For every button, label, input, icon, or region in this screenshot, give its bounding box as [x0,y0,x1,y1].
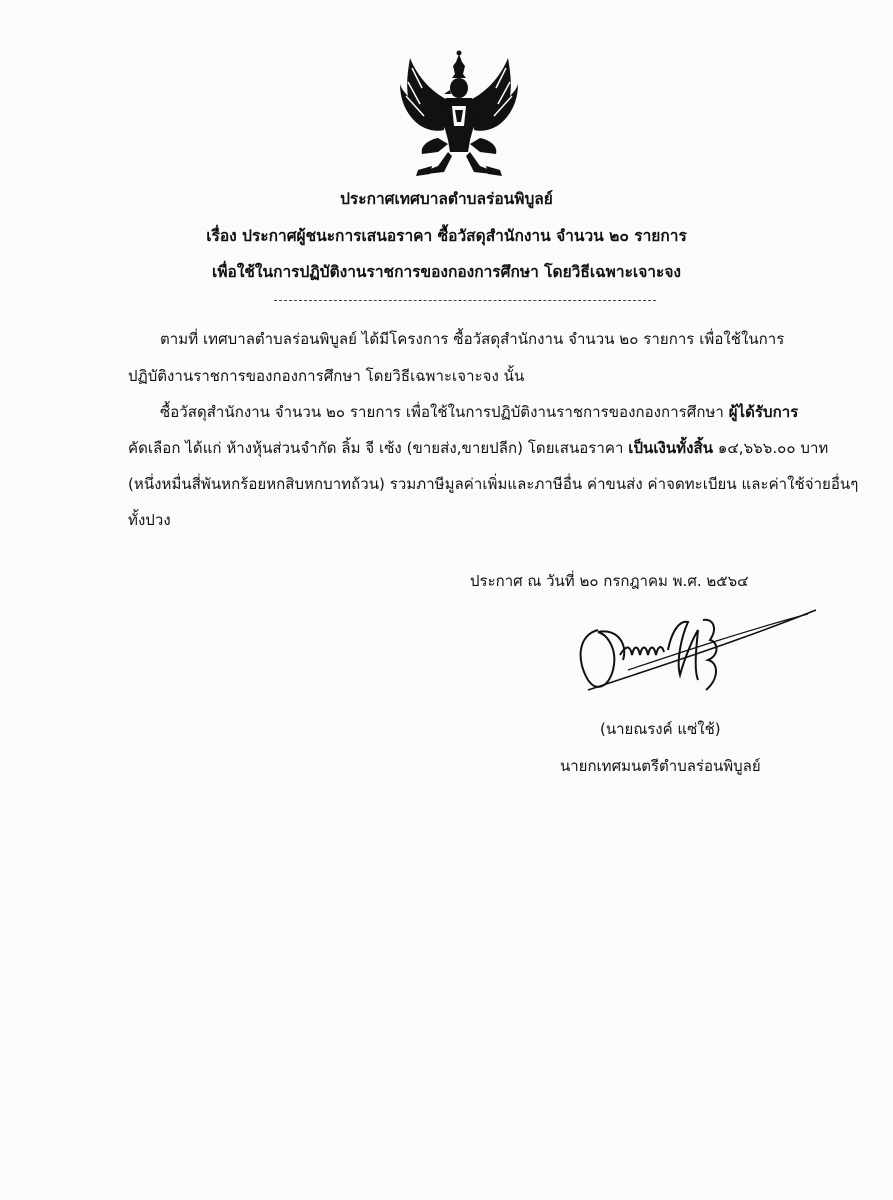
signer-title: นายกเทศมนตรีตำบลร่อนพิบูลย์ [560,757,761,775]
body-paragraph-2-line-2 [128,436,828,460]
body-paragraph-1-line-1: ตามที่ เทศบาลตำบลร่อนพิบูลย์ ได้มีโครงการ ซื้อวัสดุสำนักงาน จำนวน ๒๐ รายการ เพื่อใช้ในการ [160,330,785,348]
announcement-subject: เรื่อง ประกาศผู้ชนะการเสนอราคา ซื้อวัสดุสำนักงาน จำนวน ๒๐ รายการ [206,227,687,245]
announcement-subject-continued: เพื่อใช้ในการปฏิบัติงานราชการของกองการศึกษา โดยวิธีเฉพาะเจาะจง [212,263,681,281]
announcement-heading: ประกาศเทศบาลตำบลร่อนพิบูลย์ [340,190,553,208]
announcement-date: ประกาศ ณ วันที่ ๒๐ กรกฎาคม พ.ศ. ๒๕๖๔ [470,572,749,590]
body-text: ซื้อวัสดุสำนักงาน จำนวน ๒๐ รายการ เพื่อใช้ในการปฏิบัติงานราชการของกองการศึกษา [160,403,729,421]
body-paragraph-2-line-1 [160,400,798,424]
body-paragraph-1-line-2: ปฏิบัติงานราชการของกองการศึกษา โดยวิธีเฉพาะเจาะจง นั้น [128,367,525,385]
handwritten-signature [568,600,818,700]
signer-name: (นายณรงค์ แซ่ใช้) [600,720,721,738]
winner-label: ผู้ได้รับการ [728,403,799,421]
total-amount: ๑๔,๖๖๖.๐๐ บาท [713,439,829,457]
body-paragraph-2-line-3: (หนึ่งหมื่นสี่พันหกร้อยหกสิบหกบาทถ้วน) รวมภาษีมูลค่าเพิ่มและภาษีอื่น ค่าขนส่ง ค่าจดทะเบียน และค่าใช้จ่ายอื่นๆ [128,475,859,493]
body-text: คัดเลือก ได้แก่ ห้างหุ้นส่วนจำกัด ลิ้ม จี เซ้ง (ขายส่ง,ขายปลีก) โดยเสนอราคา [128,439,629,457]
header-divider [274,300,656,301]
garuda-emblem-icon [398,48,520,178]
body-paragraph-2-line-4: ทั้งปวง [128,511,171,529]
total-amount-label: เป็นเงินทั้งสิ้น [628,439,713,457]
